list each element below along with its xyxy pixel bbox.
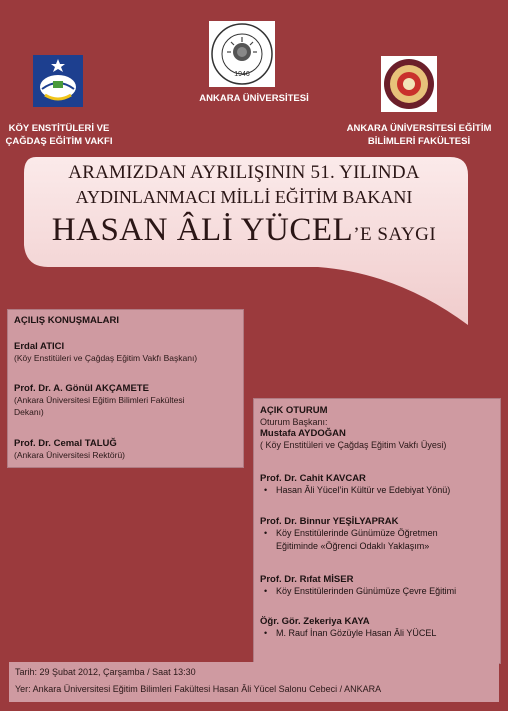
talk-topic-line2: Eğitiminde «Öğrenci Odaklı Yaklaşım» xyxy=(276,541,430,551)
chair-name: Mustafa AYDOĞAN xyxy=(260,428,346,439)
vakif-emblem-icon xyxy=(33,55,83,107)
opening-title: AÇILIŞ KONUŞMALARI xyxy=(14,315,120,326)
speaker-1 xyxy=(14,341,239,364)
talk-topic: • Hasan Âli Yücel’in Kültür ve Edebiyat Yönü) xyxy=(260,484,496,497)
event-date: Tarih: 29 Şubat 2012, Çarşamba / Saat 13:30 xyxy=(15,667,196,677)
talk-topic: • M. Rauf İnan Gözüyle Hasan Âli YÜCEL xyxy=(260,627,496,640)
chair-role: ( Köy Enstitüleri ve Çağdaş Eğitim Vakfı Üyesi) xyxy=(260,440,447,450)
chair-label: Oturum Başkanı: xyxy=(260,417,328,427)
event-place: Yer: Ankara Üniversitesi Eğitim Bilimleri Fakültesi Hasan Âli Yücel Salonu Cebeci / ANKARA xyxy=(15,684,382,694)
talk-topic-line1: • Köy Enstitülerinde Günümüze Öğretmen xyxy=(260,527,496,540)
session-title: AÇIK OTURUM xyxy=(260,405,328,416)
faculty-name-line1: ANKARA ÜNİVERSİTESİ EĞİTİM xyxy=(346,123,492,134)
talk-4 xyxy=(260,616,496,640)
talk-3 xyxy=(260,574,496,598)
talk-2 xyxy=(260,516,496,553)
opening-speeches-panel xyxy=(7,309,244,468)
talk-speaker: Prof. Dr. Cahit KAVCAR xyxy=(260,473,366,484)
banner-line-1: ARAMIZDAN AYRILIŞININ 51. YILINDA xyxy=(68,162,420,183)
banner-line-2: AYDINLANMACI MİLLİ EĞİTİM BAKANI xyxy=(75,187,413,207)
vakif-logo xyxy=(33,55,83,107)
university-name: ANKARA ÜNİVERSİTESİ xyxy=(199,93,309,104)
speaker-name: Prof. Dr. Cemal TALUĞ xyxy=(14,438,117,449)
title-suffix: ’E SAYGI xyxy=(353,224,437,245)
talk-speaker: Prof. Dr. Binnur YEŞİLYAPRAK xyxy=(260,516,399,527)
speaker-role: (Köy Enstitüleri ve Çağdaş Eğitim Vakfı Başkanı) xyxy=(14,353,198,363)
vakif-name-line2: ÇAĞDAŞ EĞİTİM VAKFI xyxy=(5,136,113,147)
talk-speaker: Öğr. Gör. Zekeriya KAYA xyxy=(260,616,370,627)
speaker-3 xyxy=(14,438,239,461)
seal-year: 1946 xyxy=(234,71,250,78)
vakif-name xyxy=(0,122,118,148)
speaker-name: Prof. Dr. A. Gönül AKÇAMETE xyxy=(14,383,149,394)
session-header xyxy=(260,405,496,451)
honoree-name: HASAN ÂLİ YÜCEL xyxy=(51,212,354,248)
speaker-name: Erdal ATICI xyxy=(14,341,65,352)
open-session-panel xyxy=(253,398,501,664)
faculty-name xyxy=(330,122,508,148)
vakif-name-line1: KÖY ENSTİTÜLERİ VE xyxy=(8,123,110,134)
talk-1 xyxy=(260,473,496,497)
event-details-footer xyxy=(9,662,499,702)
talk-topic: • Köy Enstitülerinden Günümüze Çevre Eğitimi xyxy=(260,585,496,598)
faculty-logo xyxy=(381,56,437,112)
speaker-role-line2: Dekanı) xyxy=(14,407,44,417)
faculty-seal-icon xyxy=(381,56,437,112)
banner-main-title xyxy=(18,212,470,249)
speaker-role-line1: (Ankara Üniversitesi Eğitim Bilimleri Fakültesi xyxy=(14,395,185,405)
speaker-2 xyxy=(14,383,239,418)
speaker-role: (Ankara Üniversitesi Rektörü) xyxy=(14,450,126,460)
university-seal xyxy=(209,21,275,87)
talk-speaker: Prof. Dr. Rıfat MİSER xyxy=(260,574,354,585)
faculty-name-line2: BİLİMLERİ FAKÜLTESİ xyxy=(367,136,471,147)
